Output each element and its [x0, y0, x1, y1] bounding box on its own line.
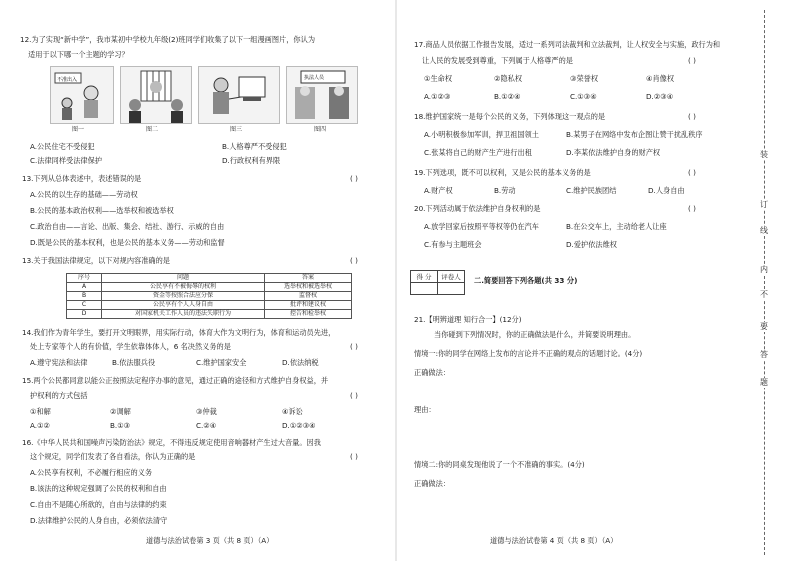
- q20-option-c[interactable]: C.有参与主题班会: [424, 240, 482, 249]
- q18-stem: 18.维护国家统一是每个公民的义务，下列体现这一观点的是: [414, 112, 606, 121]
- table-cell: 批评和建议权: [264, 301, 351, 310]
- caption-2: 图二: [146, 126, 159, 133]
- left-exam-page: [0, 0, 395, 561]
- score-value-row: [411, 283, 465, 295]
- q21-answer1-label: 正确做法：: [414, 368, 450, 377]
- binding-dashed-line: [764, 10, 765, 555]
- q19-answer-paren[interactable]: ( ): [688, 168, 696, 177]
- q16-stem-line1: 16.《中华人民共和国噪声污染防治法》规定，不得违反规定使用音响器材产生过大音量。因我: [22, 438, 321, 447]
- svg-text:执法人员: 执法人员: [304, 75, 325, 81]
- caption-1: 图一: [72, 126, 85, 133]
- q12-option-a[interactable]: A.公民住宅不受侵犯: [30, 142, 95, 151]
- cartoon-image-1: [50, 66, 114, 124]
- q19-option-d[interactable]: D.人身自由: [648, 186, 685, 195]
- q21-scenario1: 情境一:你的同学在网络上发布的言论并不正确的观点的话题讨论。(4分): [414, 349, 643, 358]
- q14-option-c[interactable]: C.维护国家安全: [196, 358, 247, 367]
- q12-stem-line2: 适用于以下哪一个主题的学习？: [28, 50, 129, 59]
- q13-option-a[interactable]: A.公民的以生存的基础——劳动权: [30, 190, 138, 199]
- table-row: [67, 310, 352, 319]
- cartoon-image-4: [286, 66, 358, 124]
- q13-answer-paren[interactable]: ( ): [350, 174, 358, 183]
- q14-stem-line2: 处上专家等个人的有价值，学生依靠体体人，6 名决然义务的是: [30, 342, 231, 351]
- q13b-stem: 13.关于我国法律规定，以下对规内容准确的是: [22, 256, 170, 265]
- table-cell: A: [67, 283, 102, 292]
- binding-char: 要: [757, 322, 771, 332]
- q14-option-d[interactable]: D.依法纳税: [282, 358, 319, 367]
- cartoon-image-2: [120, 66, 192, 124]
- q17-item-4: ④肖像权: [646, 74, 675, 83]
- q14-option-b[interactable]: B.依法服兵役: [112, 358, 156, 367]
- q12-cartoon-strip: [50, 66, 370, 133]
- score-value-cell[interactable]: [411, 283, 438, 295]
- q19-option-c[interactable]: C.维护民族团结: [566, 186, 617, 195]
- right-page-footer: 道德与法治试卷第 4 页（共 8 页）（A）: [490, 536, 618, 545]
- table-row: [67, 292, 352, 301]
- q18-answer-paren[interactable]: ( ): [688, 112, 696, 121]
- score-box: [410, 270, 465, 295]
- grader-label: 评卷人: [438, 271, 465, 283]
- table-cell: 公民享有不被侮辱的权利: [102, 283, 265, 292]
- table-row: [67, 301, 352, 310]
- q15-item-3: ③仲裁: [196, 407, 217, 416]
- table-cell: D: [67, 310, 102, 319]
- q19-option-b[interactable]: B.劳动: [494, 186, 516, 195]
- q15-option-c[interactable]: C.②④: [196, 421, 217, 430]
- q16-option-a[interactable]: A.公民享有权利，不必履行相应的义务: [30, 468, 153, 477]
- q21-answer2-label: 正确做法：: [414, 479, 450, 488]
- q17-item-1: ①生命权: [424, 74, 453, 83]
- q16-option-b[interactable]: B.该法的这种规定强调了公民的权利和自由: [30, 484, 167, 493]
- q15-option-b[interactable]: B.①③: [110, 421, 131, 430]
- table-cell: 对国家机关工作人员的违法失职行为: [102, 310, 265, 319]
- left-page-footer: 道德与法治试卷第 3 页（共 8 页）（A）: [146, 536, 274, 545]
- q17-stem-line2: 让人民的发展受到尊重，下列属于人格尊严的是: [422, 56, 573, 65]
- table-cell: C: [67, 301, 102, 310]
- binding-char: 答: [757, 350, 771, 360]
- q16-option-d[interactable]: D.法律维护公民的人身自由，必须依法清守: [30, 516, 168, 525]
- score-label-row: [411, 271, 465, 283]
- q18-option-d[interactable]: D.李某依法维护自身的财产权: [566, 148, 661, 157]
- q13-stem: 13.下列从总体表述中，表述错误的是: [22, 174, 142, 183]
- q19-option-a[interactable]: A.财产权: [424, 186, 453, 195]
- q17-stem-line1: 17.商品人员依据工作报告发展，适过一系列司法裁判和立法裁判，让人权安全与实施，政行为和: [414, 40, 721, 49]
- score-label: 得 分: [411, 271, 438, 283]
- table-header-row: [67, 274, 352, 283]
- table-cell: 控告和检举权: [264, 310, 351, 319]
- q15-option-d[interactable]: D.①②③④: [282, 421, 316, 430]
- header-index: 序号: [67, 274, 102, 283]
- q20-option-a[interactable]: A.放学回家后按照平等权等仍在汽车: [424, 222, 539, 231]
- table-cell: 监督权: [264, 292, 351, 301]
- q15-item-4: ④诉讼: [282, 407, 303, 416]
- q20-option-b[interactable]: B.在公交车上，主动给老人让座: [566, 222, 667, 231]
- binding-char: 题: [757, 378, 771, 388]
- q17-option-c[interactable]: C.①③④: [570, 92, 597, 101]
- q20-answer-paren[interactable]: ( ): [688, 204, 696, 213]
- q21-scenario2: 情境二:你的同桌发现他说了一个不准确的事实。(4分): [414, 460, 585, 469]
- q15-item-1: ①和解: [30, 407, 51, 416]
- right-exam-page: [398, 0, 738, 561]
- q14-stem-line1: 14.我们作为青年学生，要打开文明眼界，用实际行动，体育大作为文明行为，体育和运动员先进，: [22, 328, 336, 337]
- q14-option-a[interactable]: A.遵守宪法和法律: [30, 358, 88, 367]
- q20-option-d[interactable]: D.爱护依法维权: [566, 240, 617, 249]
- q20-stem: 20.下列活动属于依法维护自身权利的是: [414, 204, 541, 213]
- q12-option-d[interactable]: D.行政权利有界限: [222, 156, 281, 165]
- q15-answer-paren[interactable]: ( ): [350, 391, 358, 400]
- q21-stem: 21.【明辨道理 知行合一】(12分): [414, 315, 522, 324]
- binding-char: 订: [757, 200, 771, 210]
- q13-rights-table: [66, 273, 352, 319]
- q14-answer-paren[interactable]: ( ): [350, 342, 358, 351]
- binding-char: 内: [757, 265, 771, 275]
- svg-text:不准出入: 不准出入: [57, 77, 78, 83]
- table-cell: 选举权和被选举权: [264, 283, 351, 292]
- table-row: [67, 283, 352, 292]
- q17-item-2: ②隐私权: [494, 74, 523, 83]
- binding-char: 线: [757, 226, 771, 236]
- q17-answer-paren[interactable]: ( ): [688, 56, 696, 65]
- binding-margin: [740, 0, 794, 561]
- caption-4: 图四: [314, 126, 327, 133]
- caption-3: 图三: [230, 126, 243, 133]
- grader-value-cell[interactable]: [438, 283, 465, 295]
- table-cell: 资金等按照合法应分保: [102, 292, 265, 301]
- header-question: 问题: [102, 274, 265, 283]
- table-cell: B: [67, 292, 102, 301]
- q17-option-b[interactable]: B.①②④: [494, 92, 521, 101]
- q13-option-b[interactable]: B.公民的基本政治权利——选举权和被选举权: [30, 206, 174, 215]
- section2-title: 二.简要回答下列各题(共 33 分): [474, 276, 578, 285]
- q12-option-b[interactable]: B.人格尊严不受侵犯: [222, 142, 287, 151]
- q16-stem-line2: 这个规定，同学们发表了各自看法，你认为正确的是: [30, 452, 196, 461]
- q15-option-a[interactable]: A.①②: [30, 421, 50, 430]
- q17-option-a[interactable]: A.①②③: [424, 92, 451, 101]
- q13-option-c[interactable]: C.政治自由——言论、出版、集会、结社、游行、示威的自由: [30, 222, 225, 231]
- q12-stem-line1: 12.为了实现“新中学”，我市某初中学校九年级(2)班同学们收集了以下一组漫画图片，你认为: [20, 35, 316, 44]
- q13-option-d[interactable]: D.既是公民的基本权利，也是公民的基本义务——劳动和监督: [30, 238, 225, 247]
- table-cell: 公民享有个人人身自由: [102, 301, 265, 310]
- cartoon-image-3: [198, 66, 280, 124]
- binding-char: 不: [757, 290, 771, 300]
- q15-item-2: ②调解: [110, 407, 131, 416]
- page-divider: [395, 0, 397, 561]
- q21-intro: 当你碰到下列情况时，你的正确做法是什么，并简要说明理由。: [434, 330, 636, 339]
- q13b-answer-paren[interactable]: ( ): [350, 256, 358, 265]
- binding-char: 装: [757, 150, 771, 160]
- q18-option-c[interactable]: C.张某将自己的财产生产进行出租: [424, 148, 532, 157]
- q15-stem-line2: 护权利的方式包括: [30, 391, 88, 400]
- q19-stem: 19.下列选项，既不可以权利，又是公民的基本义务的是: [414, 168, 591, 177]
- q16-answer-paren[interactable]: ( ): [350, 452, 358, 461]
- q16-option-c[interactable]: C.自由不是随心所欲的，自由与法律的约束: [30, 500, 167, 509]
- q18-option-a[interactable]: A.小明积极参加军训，捍卫祖国领土: [424, 130, 539, 139]
- header-answer: 答案: [264, 274, 351, 283]
- q17-item-3: ③荣誉权: [570, 74, 599, 83]
- q12-option-c[interactable]: C.法律同样受法律保护: [30, 156, 102, 165]
- q17-option-d[interactable]: D.②③④: [646, 92, 674, 101]
- q15-stem-line1: 15.两个公民都同意以能公正按照法定程序办事的意见，通过正确的途径和方式维护自身权益，并: [22, 376, 329, 385]
- q21-reason1-label: 理由：: [414, 405, 436, 414]
- q18-option-b[interactable]: B.某男子在网络中发布企图让赞干扰乱秩序: [566, 130, 703, 139]
